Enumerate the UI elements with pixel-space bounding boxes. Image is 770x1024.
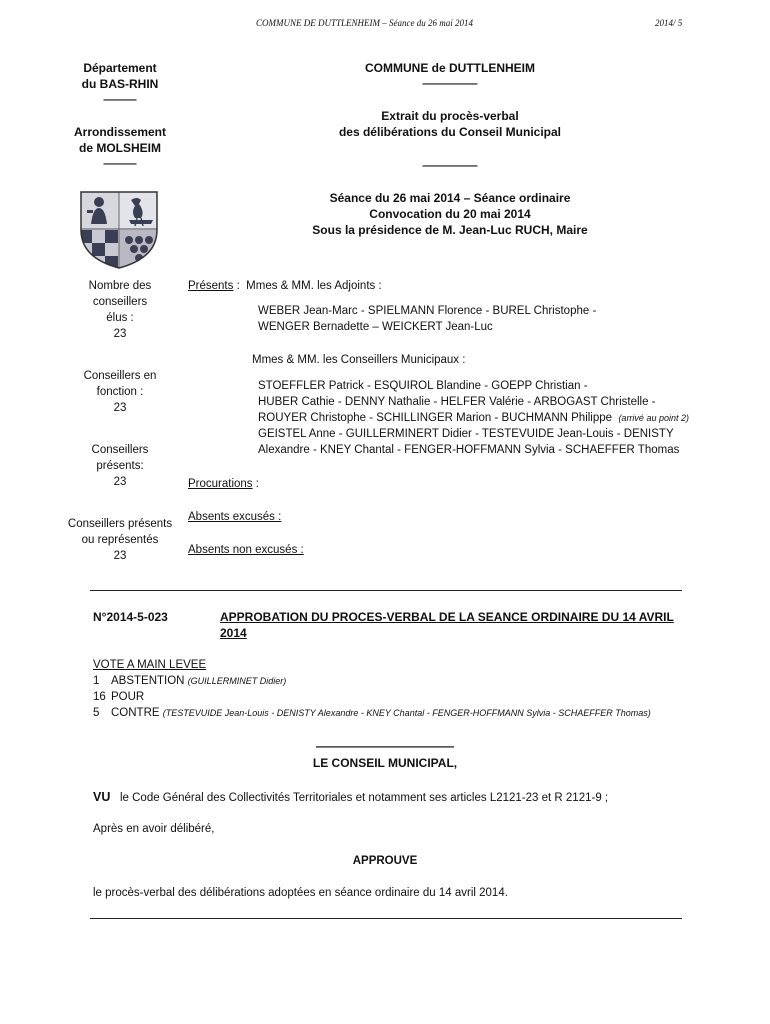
- departement-line-2: du BAS-RHIN: [81, 77, 159, 91]
- absents-non-excuses-label: Absents non excusés :: [188, 544, 304, 556]
- vote-abstention: [93, 673, 651, 689]
- shield-icon: [79, 190, 159, 270]
- conseillers-line: [258, 410, 689, 426]
- vote-block: [93, 657, 651, 721]
- stat-fonction: [50, 368, 190, 416]
- divider: ————————————: [316, 741, 454, 753]
- separator: ———: [103, 94, 137, 106]
- procurations-label: Procurations: [188, 478, 253, 490]
- adjoints-list: [258, 303, 596, 335]
- stat-value: 23: [113, 550, 127, 562]
- stat-label: Conseillers: [91, 444, 149, 456]
- arrondissement-line-1: Arrondissement: [73, 125, 167, 139]
- coat-of-arms: [79, 190, 159, 270]
- vote-label: POUR: [111, 691, 145, 703]
- conseillers-line-text: ROUYER Christophe - SCHILLINGER Marion - BUCHMANN Philippe: [258, 412, 613, 424]
- vote-count: 5: [93, 707, 100, 719]
- stat-label: élus :: [106, 312, 134, 324]
- arrival-note: (arrivé au point 2): [618, 413, 689, 423]
- section-divider: [90, 590, 682, 591]
- stat-value: 23: [113, 328, 127, 340]
- apres-deliberation: Après en avoir délibéré,: [93, 823, 215, 835]
- conseillers-line: GEISTEL Anne - GUILLERMINERT Didier - TESTEVUIDE Jean-Louis - DENISTY: [258, 428, 674, 440]
- vote-contre: [93, 705, 651, 721]
- conseillers-line: HUBER Cathie - DENNY Nathalie - HELFER Valérie - ARBOGAST Christelle -: [258, 396, 656, 408]
- vu-text: le Code Général des Collectivités Territoriales et notamment ses articles L2121-23 et R 2121-9 ;: [119, 792, 609, 804]
- stat-label: Nombre des: [88, 280, 152, 292]
- presents-line: [188, 278, 382, 294]
- commune-header: [220, 60, 680, 92]
- conseillers-line: STOEFFLER Patrick - ESQUIROL Blandine - GOEPP Christian -: [258, 380, 588, 392]
- stat-presents: [50, 442, 190, 490]
- presents-label: Présents: [188, 280, 234, 292]
- conclusion: le procès-verbal des délibérations adoptées en séance ordinaire du 14 avril 2014.: [93, 887, 508, 899]
- deliberation-title-line: 2014: [220, 626, 247, 640]
- stat-label: ou représentés: [81, 534, 159, 546]
- vu-paragraph: [93, 789, 608, 806]
- bottom-divider: [90, 918, 682, 919]
- stat-value: 23: [113, 402, 127, 414]
- seance-title: Séance du 26 mai 2014 – Séance ordinaire: [329, 191, 571, 205]
- separator: —————: [422, 78, 478, 90]
- vote-label: ABSTENTION: [111, 675, 185, 687]
- vu-label: VU: [93, 790, 111, 804]
- adjoints-line: WENGER Bernadette – WEICKERT Jean-Luc: [258, 321, 493, 333]
- absents-excuses-label: Absents excusés :: [188, 511, 282, 523]
- vote-count: 16: [93, 691, 106, 703]
- presidence: Sous la présidence de M. Jean-Luc RUCH, Maire: [312, 223, 588, 237]
- stat-value: 23: [113, 476, 127, 488]
- conseillers-list: [258, 378, 689, 458]
- departement-line-1: Département: [83, 61, 157, 75]
- vote-pour: [93, 689, 651, 705]
- convocation: Convocation du 20 mai 2014: [369, 207, 531, 221]
- page-reference: 2014/ 5: [655, 18, 683, 28]
- separator: —————: [422, 160, 478, 172]
- arrondissement-block: [50, 124, 190, 172]
- vote-count: 1: [93, 675, 100, 687]
- departement-block: [50, 60, 190, 108]
- conseil-heading: LE CONSEIL MUNICIPAL,: [312, 756, 458, 770]
- extrait-block: [220, 108, 680, 140]
- seance-block: [220, 190, 680, 238]
- running-title: COMMUNE DE DUTTLENHEIM – Séance du 26 mai 2014: [256, 18, 473, 28]
- vote-names: (TESTEVUIDE Jean-Louis - DENISTY Alexandre - KNEY Chantal - FENGER-HOFFMANN Sylvia - SCHAEFFER Thomas): [162, 708, 651, 718]
- stat-represented: [50, 516, 190, 564]
- deliberation-title-line: APPROBATION DU PROCES-VERBAL DE LA SEANCE ORDINAIRE DU 14 AVRIL: [220, 610, 674, 624]
- extrait-line-2: des délibérations du Conseil Municipal: [338, 125, 562, 139]
- stat-label: fonction :: [96, 386, 144, 398]
- presents-suffix: :: [233, 280, 240, 292]
- extrait-line-1: Extrait du procès-verbal: [381, 109, 519, 123]
- commune-name: COMMUNE de DUTTLENHEIM: [365, 61, 535, 75]
- procurations-suffix: :: [252, 478, 259, 490]
- vote-names: (GUILLERMINET Didier): [187, 676, 287, 686]
- procurations-line: [188, 476, 259, 492]
- adjoints-line: WEBER Jean-Marc - SPIELMANN Florence - BUREL Christophe -: [258, 305, 597, 317]
- stat-label: conseillers: [92, 296, 148, 308]
- adjoints-label: Mmes & MM. les Adjoints :: [246, 280, 382, 292]
- approuve-heading: APPROUVE: [352, 855, 418, 867]
- conseillers-line: Alexandre - KNEY Chantal - FENGER-HOFFMANN Sylvia - SCHAEFFER Thomas: [258, 444, 680, 456]
- vote-label: CONTRE: [111, 707, 160, 719]
- stat-label: Conseillers présents: [67, 518, 173, 530]
- vote-title: VOTE A MAIN LEVEE: [93, 659, 207, 671]
- stat-label: présents:: [96, 460, 144, 472]
- stat-elus: [50, 278, 190, 342]
- separator: ———: [103, 158, 137, 170]
- conseillers-label: Mmes & MM. les Conseillers Municipaux :: [252, 354, 466, 366]
- stat-label: Conseillers en: [83, 370, 157, 382]
- arrondissement-line-2: de MOLSHEIM: [78, 141, 161, 155]
- deliberation-title: [220, 609, 680, 641]
- deliberation-number: N°2014-5-023: [93, 610, 168, 624]
